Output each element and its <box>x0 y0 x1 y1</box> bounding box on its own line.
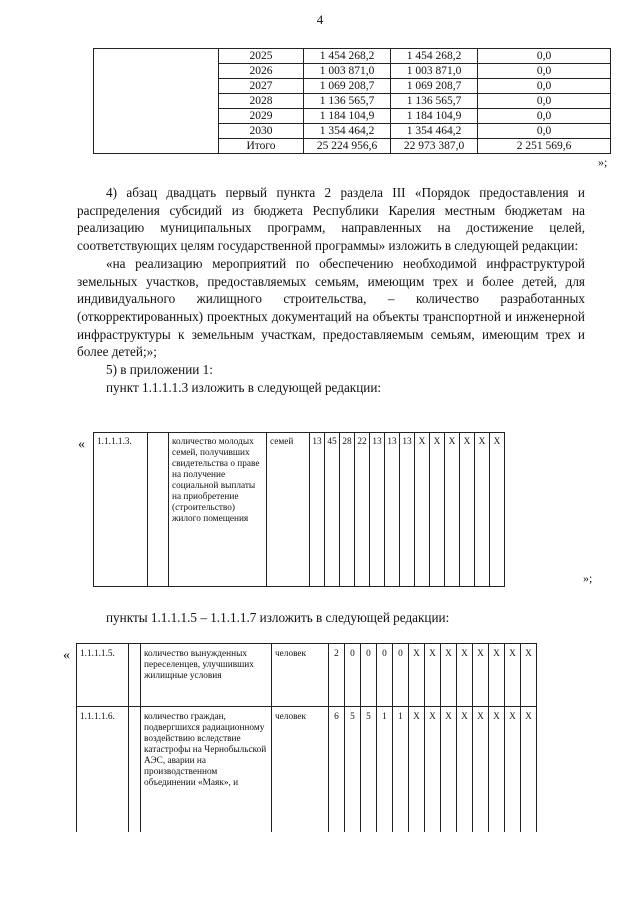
budget-cell-c: 0,0 <box>478 79 611 94</box>
budget-cell-c: 0,0 <box>478 124 611 139</box>
indicator-value: Х <box>505 707 521 833</box>
budget-cell-a: 1 184 104,9 <box>304 109 391 124</box>
budget-cell-c: 0,0 <box>478 109 611 124</box>
indicator-value: Х <box>490 433 505 587</box>
indicator-description: количество вынужденных переселенцев, улучшивших жилищные условия <box>141 644 272 707</box>
budget-cell-year: 2030 <box>219 124 304 139</box>
indicator-value: 45 <box>325 433 340 587</box>
indicator-value: Х <box>409 707 425 833</box>
budget-cell-c: 0,0 <box>478 94 611 109</box>
budget-cell-a: 1 454 268,2 <box>304 49 391 64</box>
budget-cell-year: 2028 <box>219 94 304 109</box>
budget-cell-a: 25 224 956,6 <box>304 139 391 154</box>
indicator-value: Х <box>489 707 505 833</box>
budget-cell-year: 2027 <box>219 79 304 94</box>
budget-cell-c: 0,0 <box>478 49 611 64</box>
indicator-value: Х <box>441 707 457 833</box>
empty-cell <box>129 644 141 707</box>
points-instruction: пункты 1.1.1.1.5 – 1.1.1.1.7 изложить в следующей редакции: <box>106 610 450 625</box>
budget-cell-year: 2025 <box>219 49 304 64</box>
budget-cell-b: 1 136 565,7 <box>391 94 478 109</box>
indicator-value: 22 <box>355 433 370 587</box>
budget-cell-b: 1 003 871,0 <box>391 64 478 79</box>
budget-cell-a: 1 136 565,7 <box>304 94 391 109</box>
indicator-unit: семей <box>267 433 310 587</box>
indicator-value: 0 <box>377 644 393 707</box>
indicator-value: 28 <box>340 433 355 587</box>
indicator-value: 13 <box>310 433 325 587</box>
indicator-value: 5 <box>361 707 377 833</box>
indicator-number: 1.1.1.1.3. <box>94 433 148 587</box>
indicator-value: 6 <box>329 707 345 833</box>
budget-cell-b: 1 454 268,2 <box>391 49 478 64</box>
table-row <box>77 707 537 833</box>
budget-cell-b: 22 973 387,0 <box>391 139 478 154</box>
empty-cell <box>94 49 219 154</box>
indicator-value: 1 <box>393 707 409 833</box>
budget-cell-a: 1 069 208,7 <box>304 79 391 94</box>
indicator-unit: человек <box>272 644 329 707</box>
indicator-value: Х <box>430 433 445 587</box>
indicator-table-2 <box>76 643 537 832</box>
indicator-value: Х <box>441 644 457 707</box>
indicator-value: 5 <box>345 707 361 833</box>
table-row <box>77 644 537 707</box>
budget-table <box>93 48 611 154</box>
budget-cell-b: 1 069 208,7 <box>391 79 478 94</box>
indicator-value: Х <box>445 433 460 587</box>
indicator-value: Х <box>473 644 489 707</box>
indicator-value: 2 <box>329 644 345 707</box>
table-open-quote: « <box>78 437 85 452</box>
indicator-value: Х <box>457 644 473 707</box>
indicator-value: 1 <box>377 707 393 833</box>
indicator-value: Х <box>460 433 475 587</box>
budget-cell-year: 2029 <box>219 109 304 124</box>
indicator-value: Х <box>473 707 489 833</box>
item-5-text: 5) в приложении 1: <box>106 362 213 378</box>
item-4-text: 4) абзац двадцать первый пункта 2 раздела III «Порядок предоставления и распределения субсидий из бюджета Республики Карелия местным бюджетам на реализацию муниципальных программ, направленных на достижение целей, соответствующих целям государственной программы» изложить в следующей редакции: <box>77 185 585 254</box>
indicator-value: 13 <box>370 433 385 587</box>
budget-cell-a: 1 354 464,2 <box>304 124 391 139</box>
budget-cell-b: 1 184 104,9 <box>391 109 478 124</box>
indicator-value: Х <box>521 707 537 833</box>
table-close-quote: »; <box>583 571 593 585</box>
indicator-description: количество граждан, подвергшихся радиационному воздействию вследствие катастрофы на Чернобыльской АЭС, аварии на производственном объединении «Маяк», и <box>141 707 272 833</box>
indicator-description: количество молодых семей, получивших свидетельства о праве на получение социальной выплаты на приобретение (строительство) жилого помещения <box>169 433 267 587</box>
budget-cell-a: 1 003 871,0 <box>304 64 391 79</box>
indicator-number: 1.1.1.1.5. <box>77 644 129 707</box>
page-number: 4 <box>316 12 324 27</box>
empty-cell <box>129 707 141 833</box>
indicator-value: Х <box>475 433 490 587</box>
indicator-table-1 <box>93 432 505 587</box>
table-row <box>94 433 505 587</box>
indicator-value: Х <box>521 644 537 707</box>
indicator-value: Х <box>489 644 505 707</box>
indicator-value: Х <box>457 707 473 833</box>
indicator-value: Х <box>409 644 425 707</box>
table-open-quote-2: « <box>63 648 70 663</box>
indicator-value: 0 <box>361 644 377 707</box>
budget-cell-year: 2026 <box>219 64 304 79</box>
budget-cell-year: Итого <box>219 139 304 154</box>
indicator-unit: человек <box>272 707 329 833</box>
indicator-value: 13 <box>400 433 415 587</box>
indicator-number: 1.1.1.1.6. <box>77 707 129 833</box>
table-row <box>94 49 611 64</box>
budget-cell-b: 1 354 464,2 <box>391 124 478 139</box>
item-4-paragraph <box>77 184 585 396</box>
budget-cell-c: 2 251 569,6 <box>478 139 611 154</box>
indicator-value: 0 <box>393 644 409 707</box>
indicator-value: Х <box>415 433 430 587</box>
budget-cell-c: 0,0 <box>478 64 611 79</box>
indicator-value: 13 <box>385 433 400 587</box>
empty-cell <box>148 433 169 587</box>
indicator-value: 0 <box>345 644 361 707</box>
indicator-value: Х <box>425 644 441 707</box>
point-1-1-1-1-3-instruction: пункт 1.1.1.1.3 изложить в следующей редакции: <box>106 379 382 395</box>
budget-table-closing-quote: »; <box>598 155 608 169</box>
indicator-value: Х <box>505 644 521 707</box>
quoted-text: «на реализацию мероприятий по обеспечению необходимой инфраструктурой земельных участков, предоставляемых семьям, имеющим трех и более детей, для индивидуального жилищного строительства, – количество разработанных (откорректированных) проектных документаций на объекты транспортной и инженерной инфраструктуры к земельным участкам, предоставляемым семьям, имеющим трех и более детей;»; <box>77 255 585 360</box>
indicator-value: Х <box>425 707 441 833</box>
